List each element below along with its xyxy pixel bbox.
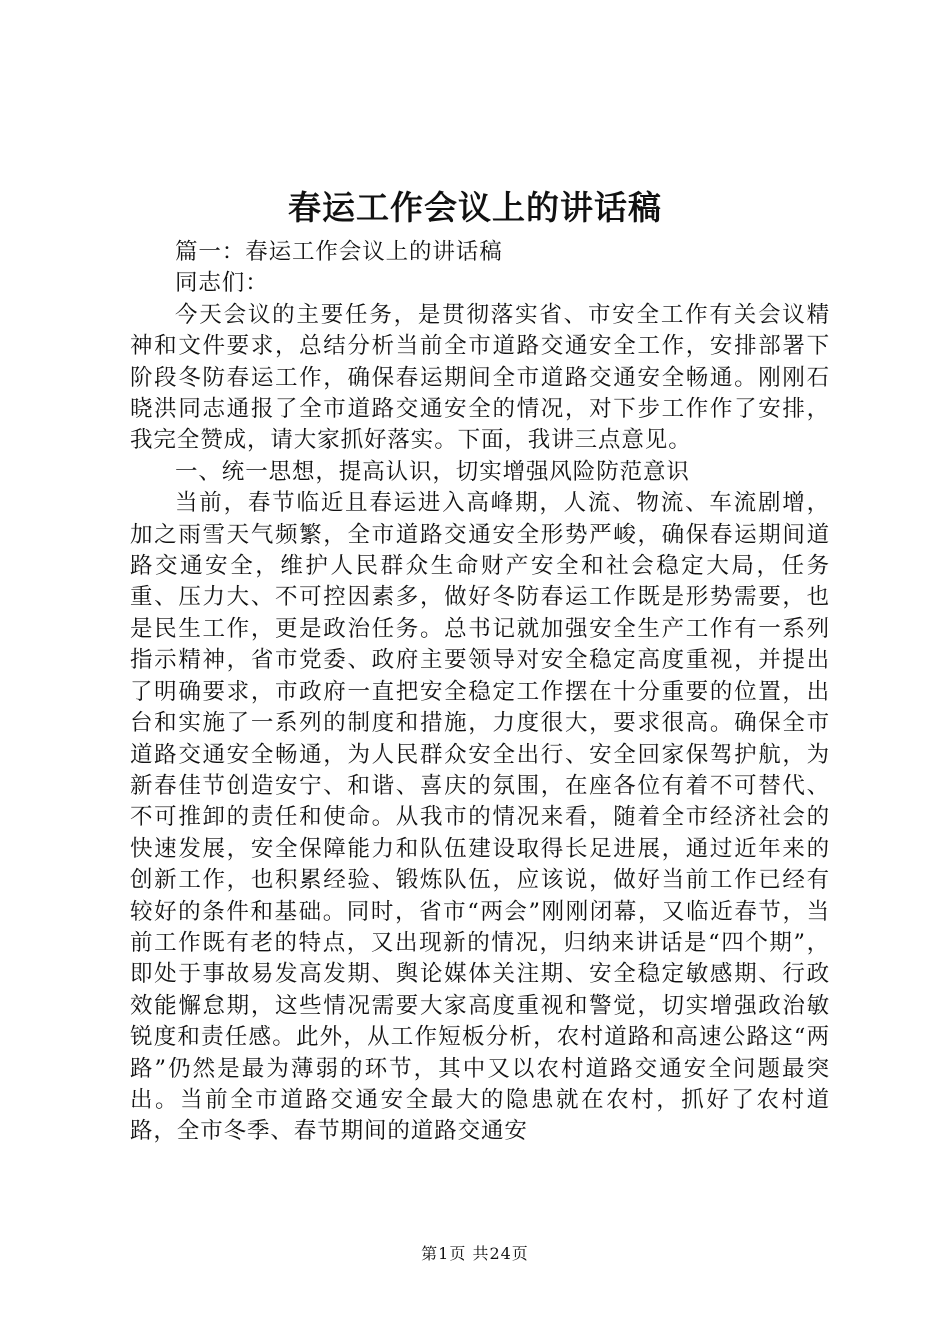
subsection-heading: 一、统一思想，提高认识，切实增强风险防范意识 — [175, 458, 690, 485]
salutation: 同志们： — [175, 270, 269, 297]
body-paragraph: 当前，春节临近且春运进入高峰期，人流、物流、车流剧增，加之雨雪天气频繁，全市道路交通安全形势严峻，确保春运期间道路交通安全，维护人民群众生命财产安全和社会稳定大局，任务重、压力大、不可控因素多，做好冬防春运工作既是形势需要，也是民生工作，更是政治任务。总书记就加强安全生产工作有一系列指示精神，省市党委、政府主要领导对安全稳定高度重视，并提出了明确要求，市政府一直把安全稳定工作摆在十分重要的位置，出台和实施了一系列的制度和措施，力度很大，要求很高。确保全市道路交通安全畅通，为人民群众安全出行、安全回家保驾护航，为新春佳节创造安宁、和谐、喜庆的氛围，在座各位有着不可替代、不可推卸的责任和使命。从我市的情况来看，随着全市经济社会的快速发展，安全保障能力和队伍建设取得长足进展，通过近年来的创新工作，也积累经验、锻炼队伍，应该说，做好当前工作已经有较好的条件和基础。同时，省市“两会”刚刚闭幕，又临近春节，当前工作既有老的特点，又出现新的情况，归纳来讲话是“四个期”，即处于事故易发高发期、舆论媒体关注期、安全稳定敏感期、行政效能懈怠期，这些情况需要大家高度重视和警觉，切实增强政治敏锐度和责任感。此外，从工作短板分析，农村道路和高速公路这“两路”仍然是最为薄弱的环节，其中又以农村道路交通安全问题最突出。当前全市道路交通安全最大的隐患就在农村，抓好了农村道路，全市冬季、春节期间的道路交通安 — [130, 490, 830, 1145]
document-title: 春运工作会议上的讲话稿 — [288, 188, 662, 227]
body-paragraph: 今天会议的主要任务，是贯彻落实省、市安全工作有关会议精神和文件要求，总结分析当前全市道路交通安全工作，安排部署下阶段冬防春运工作，确保春运期间全市道路交通安全畅通。刚刚石晓洪同志通报了全市道路交通安全的情况，对下步工作作了安排，我完全赞成，请大家抓好落实。下面，我讲三点意见。 — [130, 301, 830, 454]
section-heading: 篇一：春运工作会议上的讲话稿 — [175, 239, 503, 265]
document-body — [130, 237, 830, 1148]
page-indicator: 第1页 共24页 — [421, 1244, 529, 1263]
